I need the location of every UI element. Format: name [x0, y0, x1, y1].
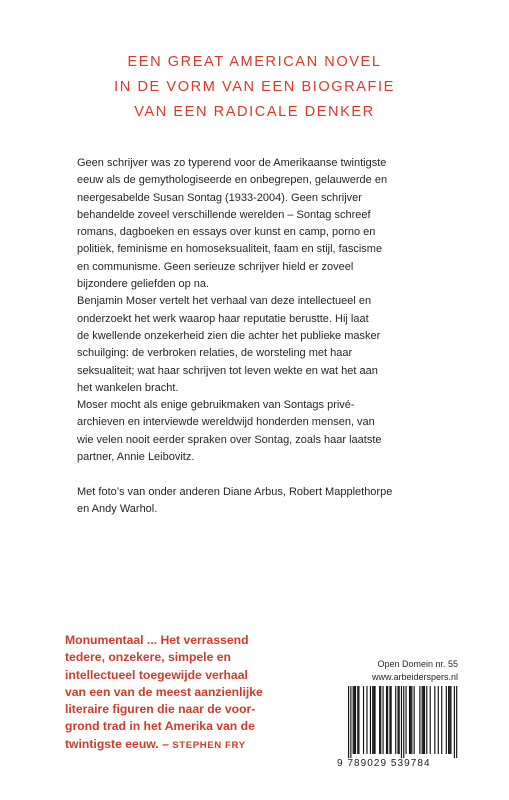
blurb: [77, 155, 437, 518]
barcode-bar: [454, 686, 455, 758]
barcode-bar: [373, 686, 374, 754]
barcode-bar: [446, 686, 447, 754]
barcode-bar: [399, 686, 400, 754]
barcode-bar: [379, 686, 380, 754]
text-line: seksualiteit; wat haar schrijven tot leven wekte en wat het aan: [77, 364, 378, 377]
text-line: bijzondere geliefden op na.: [77, 278, 210, 291]
barcode-bar: [448, 686, 449, 754]
barcode-bar: [456, 686, 457, 758]
barcode-bar: [430, 686, 431, 754]
quote-line: literaire figuren die naar de voor-: [65, 702, 256, 717]
barcode-icon: [337, 686, 463, 758]
barcode-bar: [366, 686, 367, 754]
barcode-bar: [354, 686, 355, 754]
barcode-bar: [355, 686, 356, 754]
quote-line-last: [65, 736, 345, 754]
text-line: Moser mocht als enige gebruikmaken van Sontags privé-: [77, 399, 355, 412]
barcode-bar: [414, 686, 415, 754]
barcode-bar: [426, 686, 427, 754]
barcode-bar: [380, 686, 381, 754]
text-line: Geen schrijver was zo typerend voor de Amerikaanse twintigste: [77, 157, 387, 169]
barcode-bar: [406, 686, 407, 754]
headline-line: VAN EEN RADICALE DENKER: [134, 104, 375, 120]
quote-line: intellectueel toegewijde verhaal: [65, 667, 248, 682]
barcode-bar: [391, 686, 392, 754]
barcode-bar: [411, 686, 412, 754]
quote-dash: –: [158, 736, 173, 751]
barcode-bar: [370, 686, 371, 754]
quote-line: van een van de meest aanzienlijke: [65, 684, 263, 699]
text-line: onderzoekt het werk waarop haar reputatie berustte. Hij laat: [77, 312, 369, 325]
barcode-bar: [450, 686, 451, 754]
barcode-bar: [357, 686, 358, 754]
barcode-bar: [350, 686, 351, 758]
quote-line: tedere, onzekere, simpele en: [65, 650, 231, 665]
barcode-bar: [386, 686, 387, 754]
barcode-bar: [353, 686, 354, 754]
text-line: en Andy Warhol.: [77, 502, 158, 515]
isbn-barcode: [337, 686, 463, 770]
text-line: wie velen nooit eerder spraken over Sontag, zoals haar laatste: [77, 433, 382, 446]
text-line: partner, Annie Leibovitz.: [77, 451, 195, 464]
barcode-bar: [441, 686, 442, 754]
barcode-bar: [397, 686, 398, 754]
publisher-info: [340, 658, 458, 683]
text-line: de kwellende onzekerheid zien die achter het publieke masker: [77, 329, 381, 342]
text-line: het wankelen bracht.: [77, 381, 179, 394]
barcode-bar: [438, 686, 439, 754]
barcode-bar: [358, 686, 359, 754]
barcode-bar: [389, 686, 390, 754]
barcode-bar: [387, 686, 388, 754]
publisher-website: www.arbeiderspers.nl: [371, 671, 458, 682]
text-line: en communisme. Geen serieuze schrijver hield er zoveel: [77, 260, 354, 273]
headline-line: EEN GREAT AMERICAN NOVEL: [127, 54, 382, 70]
text-line: archieven en interviewde wereldwijd honderden mensen, van: [77, 416, 375, 429]
barcode-bar: [423, 686, 424, 754]
blurb-paragraph-4: [77, 484, 437, 519]
barcode-bar: [403, 686, 404, 758]
headline: [0, 50, 509, 125]
barcode-bar: [424, 686, 425, 754]
text-line: Met foto’s van onder anderen Diane Arbus, Robert Mapplethorpe: [77, 485, 393, 498]
quote-line: Monumentaal ... Het verrassend: [65, 633, 249, 647]
barcode-bar: [409, 686, 410, 754]
barcode-bar: [395, 686, 396, 754]
text-line: politiek, feminisme en homoseksualiteit, faam en stijl, fascisme: [77, 243, 383, 256]
barcode-bar: [419, 686, 420, 754]
barcode-bar: [422, 686, 423, 754]
barcode-bar: [348, 686, 349, 758]
blurb-paragraph-2: [77, 293, 437, 397]
barcode-bar: [363, 686, 364, 754]
review-quote: [65, 632, 345, 754]
barcode-bar: [410, 686, 411, 754]
barcode-bar: [434, 686, 435, 754]
text-line: behandelde zoveel verschillende werelden – Sontag schreef: [77, 208, 371, 221]
barcode-bar: [449, 686, 450, 754]
headline-line: IN DE VORM VAN EEN BIOGRAFIE: [114, 79, 395, 95]
text-line: neergesabelde Susan Sontag (1933-2004). Geen schrijver: [77, 191, 362, 204]
text-line: romans, dagboeken en essays over kunst en camp, porno en: [77, 226, 376, 239]
barcode-bar: [401, 686, 402, 758]
text-line: Benjamin Moser vertelt het verhaal van deze intellectueel en: [77, 295, 372, 308]
text-line: schuilging: de verbroken relaties, de worsteling met haar: [77, 347, 353, 360]
barcode-bar: [383, 686, 384, 754]
paragraph-gap: [77, 466, 437, 483]
text-line: eeuw als de gemythologiseerde en onbegrepen, gelauwerde en: [77, 174, 388, 187]
barcode-bar: [374, 686, 375, 754]
barcode-bar: [372, 686, 373, 754]
quote-text: twintigste eeuw.: [65, 736, 159, 751]
series-number: Open Domein nr. 55: [377, 659, 458, 669]
blurb-paragraph-1: [77, 155, 437, 293]
quote-attribution: STEPHEN FRY: [172, 739, 246, 751]
quote-line: grond trad in het Amerika van de: [65, 719, 255, 734]
blurb-paragraph-3: [77, 397, 437, 466]
isbn-number: 9 789029 539784: [337, 758, 431, 769]
